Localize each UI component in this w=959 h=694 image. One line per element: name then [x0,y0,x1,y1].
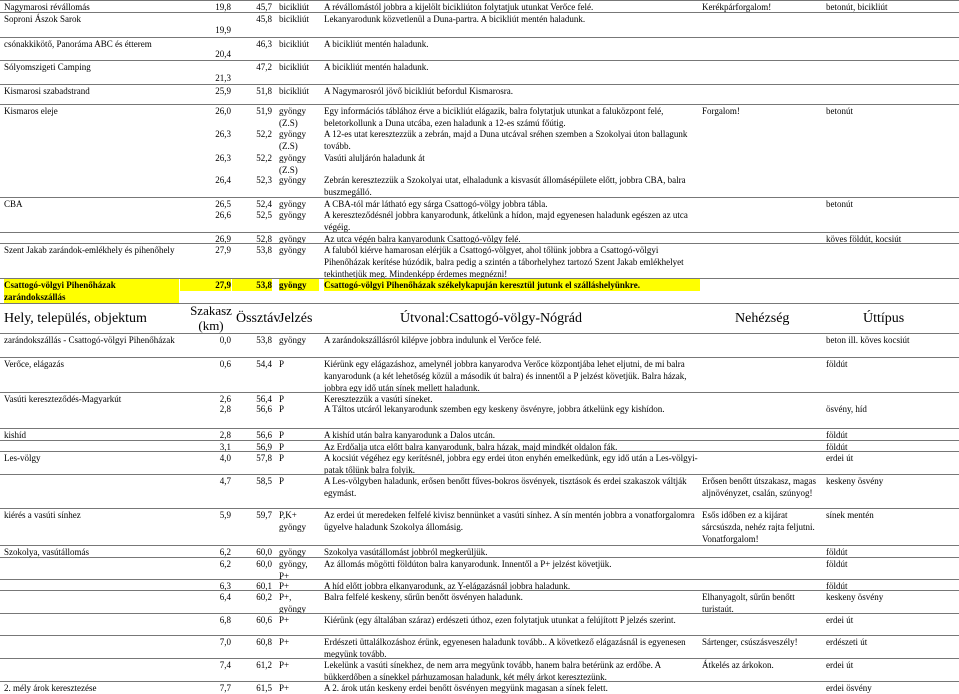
cell-tot: 51,8 [256,86,272,96]
cell-desc: A bicikliút mentén haladunk. [324,62,429,72]
cell-desc: Zebrán keresztezzük a Szokolyai utat, elhaladunk a kisvasút állomásépülete előtt, jobbra CBA, balra buszmegálló. [324,175,686,197]
cell-sign: gyöngy [279,210,306,220]
cell-tot: 56,6 [256,430,272,440]
cell-place: Les-völgy [4,453,41,463]
table-row [0,104,959,128]
cell-tot: 60,2 [256,592,272,602]
cell-surf: beton ill. köves kocsiút [826,335,910,345]
cell-km: 26,3 [215,129,231,139]
cell-tot: 52,2 [256,129,272,139]
cell-km: 26,5 [215,199,231,209]
cell-sign: gyöngy [279,335,306,345]
cell-km: 26,3 [215,153,231,163]
table-header [0,303,959,333]
cell-place: Kismarosi szabadstrand [4,86,90,96]
cell-tot: 52,4 [256,199,272,209]
header-tot: Össztáv [236,311,281,326]
cell-km: 4,0 [219,453,231,463]
cell-tot: 54,4 [256,359,272,369]
cell-tot: 57,8 [256,453,272,463]
cell-place: CBA [4,199,23,209]
cell-note: Átkelés az árkokon. [702,660,774,670]
table-row [0,72,959,83]
cell-surf: betonút [826,106,853,116]
cell-desc: Vasúti aluljárón haladunk át [324,153,425,163]
cell-surf: ösvény, híd [826,404,867,414]
cell-desc: Az Erdőalja utca előtt balra kanyarodunk, balra házak, majd mindkét oldalon fák. [324,442,618,452]
cell-tot: 47,2 [256,62,272,72]
cell-place: csónakkikötő, Panoráma ABC és étterem [4,39,152,49]
table-row [0,60,959,71]
header-km: Szakasz (km) [190,303,232,333]
cell-km: 3,1 [219,442,231,452]
cell-surf: köves földút, kocsiút [826,234,902,244]
cell-surf: erdei ösvény [826,683,872,693]
cell-desc: A 12-es utat keresztezzük a zebrán, majd a Duna utcával sréhen szemben a Szokolyai úton ballagunk tovább. [324,129,688,151]
cell-tot: 52,3 [256,175,272,185]
cell-km: 6,2 [219,559,231,569]
cell-desc: A CBA-tól már látható egy sárga Csattogó-völgy jobbra tábla. [324,199,548,209]
cell-km: 2,8 [219,430,231,440]
cell-km: 19,8 [215,2,231,12]
cell-desc: Keresztezzük a vasúti síneket. [324,394,433,404]
table-row [0,681,959,692]
table-row [0,174,959,196]
cell-sign: P [279,359,285,369]
cell-desc: A Táltos utcáról lekanyarodunk szemben egy keskeny ösvényre, jobbra átkelünk egy kishídon. [324,404,665,414]
cell-desc: A révállomástól jobbra a kijelölt bicikliúton folytatjuk utunkat Verőce felé. [324,2,594,12]
cell-sign: gyöngy [279,199,306,209]
cell-sign: P+ [279,660,290,670]
cell-surf: földút [826,581,848,591]
cell-tot: 60,0 [256,547,272,557]
cell-tot: 56,9 [256,442,272,452]
cell-sign: P+ [279,683,290,693]
cell-sign: P+ [279,637,290,647]
cell-surf: erdei út [826,615,854,625]
cell-sign: P [279,476,285,486]
header-desc: Útvonal:Csattogó-völgy-Nógrád [400,311,582,326]
cell-km: 19,9 [215,25,231,35]
cell-km: 7,4 [219,660,231,670]
table-row [0,508,959,544]
cell-surf: földút [826,547,848,557]
cell-tot: 46,3 [256,39,272,49]
cell-desc: Lekelünk a vasúti sínekhez, de nem arra megyünk tovább, hanem balra betérünk az erdőbe. A bükkerdőben a sínekkel párhuzamosan haladunk, két mély árkot keresztezünk. [324,660,661,682]
header-place: Hely, település, objektum [4,311,147,326]
cell-tot: 60,1 [256,581,272,591]
cell-tot: 60,8 [256,637,272,647]
header-sign: Jelzés [279,311,313,326]
cell-desc: A Nagymarosról jövő bicikliút befordul Kismarosra. [324,86,513,96]
table-row [0,197,959,208]
cell-km: 25,9 [215,86,231,96]
cell-km: 21,3 [215,73,231,83]
table-row [0,209,959,231]
cell-sign: P [279,394,285,404]
table-row [0,278,959,300]
cell-desc: Csattogó-völgyi Pihenőházak székelykapuján keresztül jutunk el szálláshelyünkre. [324,279,700,291]
cell-km: 6,8 [219,615,231,625]
cell-sign: gyöngy [279,234,306,244]
cell-tot: 56,6 [256,404,272,414]
table-row [0,232,959,243]
cell-tot: 61,5 [256,683,272,693]
cell-desc: A Les-völgyben haladunk, erősen benőtt fűves-bokros ösvények, tisztások és erdei szakaszok váltják egymást. [324,476,687,498]
cell-surf: erdészeti út [826,637,868,647]
table-row [0,545,959,556]
cell-desc: Az utca végén balra kanyarodunk Csattogó-völgy felé. [324,234,521,244]
cell-desc: A faluból kiérve hamarosan elérjük a Csattogó-völgyet, ahol tőlünk jobbra a Csattogó-völgyi Pihenőházak kerítése húzódik, balra pedig a szintén a táborhelyhez tartozó Szent Jakab emlékhelyet tekinthetjük meg. Mindenképp érdemes megnézni! [324,245,684,279]
cell-km: 26,6 [215,210,231,220]
cell-note: Forgalom! [702,106,740,116]
table-row [0,403,959,414]
table-row [0,440,959,451]
cell-km: 2,6 [219,394,231,404]
cell-desc: A 2. árok után keskeny erdei benőtt ösvényen megyünk magasan a sínek felett. [324,683,608,693]
table-row [0,333,959,344]
cell-desc: Lekanyarodunk közvetlenül a Duna-partra. A bicikliút mentén haladunk. [324,14,586,24]
header-note: Nehézség [735,311,790,326]
cell-desc: Egy információs táblához érve a bicikliút elágazik, balra folytatjuk utunkat a faluközpont felé, beletorkollunk a Duna utcába, ezen haladunk a 12-es számú főútig. [324,106,664,128]
cell-place: Soproni Ászok Sarok [4,14,81,24]
cell-km: 26,9 [215,234,231,244]
cell-surf: keskeny ösvény [826,476,884,486]
cell-km: 27,9 [215,245,231,255]
cell-km: 26,4 [215,175,231,185]
cell-sign: gyöngy [279,245,306,255]
table-row [0,635,959,657]
cell-note: Erősen benőtt útszakasz, magas aljnövényzet, csalán, szúnyog! [702,476,816,498]
cell-sign: bicikliút [279,39,309,49]
cell-desc: Balra felfelé keskeny, sűrűn benőtt ösvényen haladunk. [324,592,523,602]
cell-place: Verőce, elágazás [4,359,64,369]
cell-place: kiérés a vasúti sínhez [4,510,81,520]
cell-place: zarándokszállás - Csattogó-völgyi Pihenőházak [4,335,175,345]
cell-desc: Erdészeti üttalálkozáshoz érünk, egyenesen haladunk tovább.. A következő elágazásnál is egyenesen megyünk tovább. [324,637,686,659]
cell-tot: 53,8 [232,279,272,291]
cell-km: 6,2 [219,547,231,557]
cell-km: 7,7 [219,683,231,693]
table-row [0,428,959,439]
cell-sign: gyöngy [279,279,319,291]
header-surf: Úttípus [863,311,905,326]
cell-km: 26,0 [215,106,231,116]
table-row [0,357,959,393]
cell-km: 6,3 [219,581,231,591]
cell-desc: Az erdei út meredeken felfelé kivisz bennünket a vasúti sínhez. A sín mentén jobbra a vonatforgalomra ügyelve haladunk Szokolya állomásig. [324,510,695,532]
cell-desc: A kishíd után balra kanyarodunk a Dalos utcán. [324,430,495,440]
cell-note: Esős időben ez a kijárat sárcsúszda, nehéz rajta feljutni. Vonatforgalom! [702,510,815,544]
table-row [0,84,959,95]
cell-desc: A kereszteződésnél jobbra kanyarodunk, átkelünk a hídon, majd egyenesen haladunk egészen az utca végéig. [324,210,688,232]
cell-km: 0,6 [219,359,231,369]
cell-surf: erdei út [826,453,854,463]
cell-tot: 45,7 [256,2,272,12]
cell-place: Vasúti kereszteződés-Magyarkút [4,394,122,404]
table-row [0,557,959,579]
table-row [0,658,959,680]
cell-km: 2,8 [219,404,231,414]
cell-surf: földút [826,442,848,452]
cell-sign: P+ [279,581,290,591]
cell-place: 2. mély árok keresztezése [4,683,97,693]
cell-desc: A kocsiút végéhez egy kerítésnél, jobbra egy erdei úton enyhén emelkedünk, egy idő után a Les-völgyi-patak tőlünk balra folyik. [324,453,698,475]
cell-tot: 52,8 [256,234,272,244]
cell-km: 6,4 [219,592,231,602]
cell-tot: 59,7 [256,510,272,520]
table-row [0,0,959,11]
cell-place: Kismaros eleje [4,106,58,116]
table-row [0,590,959,612]
cell-place: Nagymarosi révállomás [4,2,90,12]
cell-desc: A híd előtt jobbra elkanyarodunk, az Y-elágazásnál jobbra haladunk. [324,581,571,591]
cell-surf: földút [826,359,848,369]
cell-tot: 52,5 [256,210,272,220]
table-row [0,128,959,152]
cell-sign: gyöngy (Z.S) [279,106,306,128]
cell-sign: P [279,453,285,463]
cell-place: kishíd [4,430,27,440]
cell-sign: bicikliút [279,2,309,12]
cell-sign: P [279,442,285,452]
table-row [0,613,959,624]
cell-km: 7,0 [219,637,231,647]
cell-desc: A bicikliút mentén haladunk. [324,39,429,49]
cell-sign: gyöngy (Z.S) [279,153,306,175]
cell-km: 0,0 [219,335,231,345]
cell-desc: A zarándokszállásról kilépve jobbra indulunk el Verőce felé. [324,335,542,345]
cell-surf: betonút, bicikliút [826,2,888,12]
cell-surf: sínek mentén [826,510,874,520]
cell-surf: földút [826,559,848,569]
cell-sign: gyöngy (Z.S) [279,129,306,151]
cell-desc: Kiérünk (egy általában száraz) erdészeti úthoz, ezen folytatjuk utunkat a felújított P jelzés szerint. [324,615,676,625]
cell-note: Elhanyagolt, sűrűn benőtt turistaút. [702,592,795,614]
cell-km: 27,9 [180,279,231,291]
cell-place: Sólyomszigeti Camping [4,62,91,72]
table-row [0,451,959,473]
cell-km: 5,9 [219,510,231,520]
cell-desc: Az állomás mögötti földúton balra kanyarodunk. Innentől a P+ jelzést követjük. [324,559,612,569]
table-row [0,37,959,48]
cell-tot: 58,5 [256,476,272,486]
table-row [0,243,959,277]
cell-km: 20,4 [215,49,231,59]
cell-sign: P [279,430,285,440]
cell-surf: keskeny ösvény [826,592,884,602]
cell-place: Csattogó-völgyi Pihenőházak zarándokszállás [4,279,179,303]
cell-sign: bicikliút [279,62,309,72]
cell-place: Szokolya, vasútállomás [4,547,89,557]
table-row [0,12,959,23]
table-row [0,48,959,59]
cell-sign: gyöngy [279,547,306,557]
table-row [0,579,959,590]
cell-tot: 53,8 [256,335,272,345]
cell-note: Kerékpárforgalom! [702,2,772,12]
cell-tot: 53,8 [256,245,272,255]
cell-sign: P+ [279,615,290,625]
cell-tot: 61,2 [256,660,272,670]
table-row [0,392,959,403]
cell-tot: 52,2 [256,153,272,163]
cell-tot: 56,4 [256,394,272,404]
cell-sign: bicikliút [279,14,309,24]
cell-note: Sártenger, csúszásveszély! [702,637,798,647]
table-row [0,24,959,35]
cell-sign: P+, gyöngy [279,592,306,614]
cell-km: 4,7 [219,476,231,486]
table-row [0,474,959,496]
cell-tot: 60,6 [256,615,272,625]
cell-place: Szent Jakab zarándok-emlékhely és pihenőhely [4,245,175,255]
cell-sign: P,K+ gyöngy [279,510,306,532]
cell-sign: bicikliút [279,86,309,96]
cell-surf: betonút [826,199,853,209]
cell-surf: földút [826,430,848,440]
cell-tot: 45,8 [256,14,272,24]
cell-sign: gyöngy, P+ [279,559,308,581]
cell-desc: Kiérünk egy elágazáshoz, amelynél jobbra kanyarodva Verőce központjába lehet eljutni, de mi balra kanyarodunk (a két lehetőség közül a második út balra) és innentől a P jelzést követjük. Balra házak, jobbra egy idő után sínek mellett haladunk. [324,359,687,393]
cell-tot: 51,9 [256,106,272,116]
table-row [0,152,959,174]
cell-desc: Szokolya vasútállomást jobbról megkerüljük. [324,547,488,557]
cell-sign: P [279,404,285,414]
cell-sign: gyöngy [279,175,306,185]
cell-tot: 60,0 [256,559,272,569]
cell-surf: erdei út [826,660,854,670]
